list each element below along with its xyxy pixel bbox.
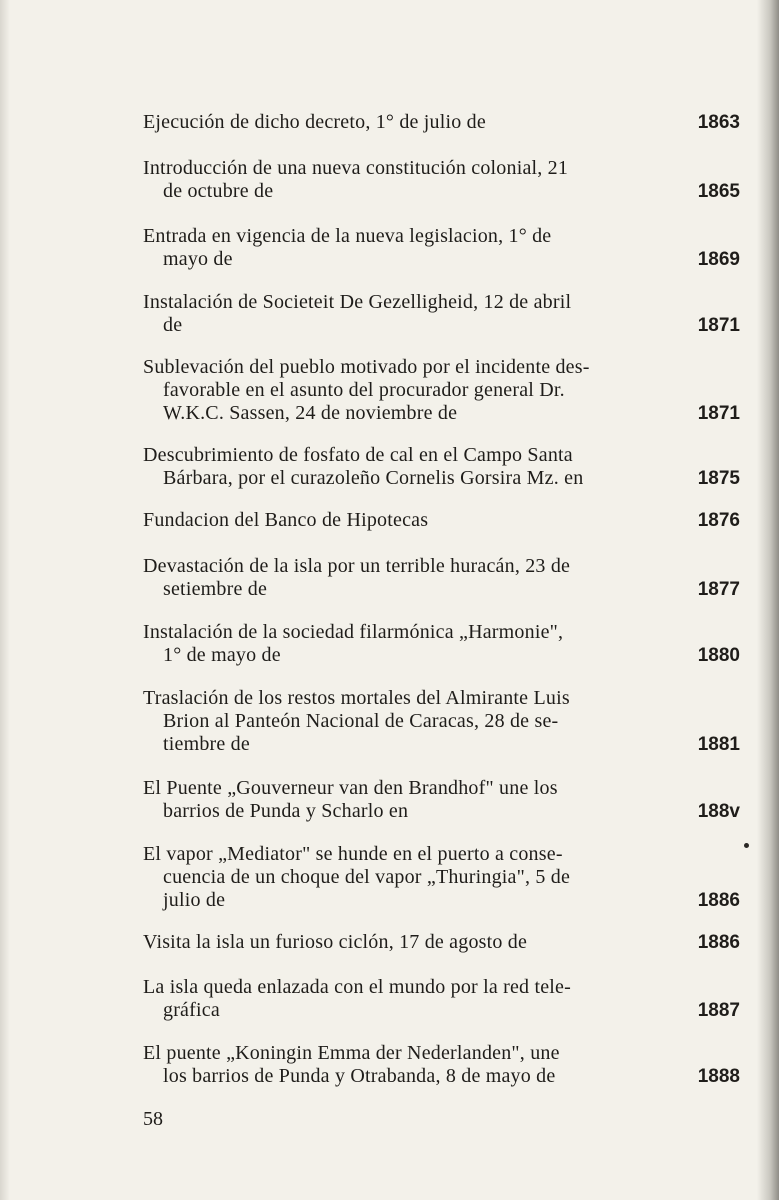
entry-text-line: Traslación de los restos mortales del Almirante Luis [143,687,570,709]
entry-text-line: El vapor „Mediator" se hunde en el puerto a conse- [143,843,563,865]
entry-year: 1865 [697,181,740,202]
entry-text-line: cuencia de un choque del vapor „Thuringia", 5 de [163,866,571,888]
entry-year: 1877 [697,579,740,600]
entry-text-line: 1° de mayo de [163,644,281,666]
entry-text-line: julio de [163,889,226,911]
page-number: 58 [143,1108,163,1130]
entry-year: 188v [697,801,740,822]
entry-text-line: los barrios de Punda y Otrabanda, 8 de mayo de [163,1065,556,1087]
entry-text-line: Descubrimiento de fosfato de cal en el Campo Santa [143,444,573,466]
entry-text-line: La isla queda enlazada con el mundo por la red tele- [143,976,571,998]
entry-text-line: Visita la isla un furioso ciclón, 17 de agosto de [143,931,528,953]
chronology-entry [143,225,665,271]
chronology-entry [143,976,665,1022]
entry-text-line: Brion al Panteón Nacional de Caracas, 28 de se- [163,710,559,732]
entry-text-line: Entrada en vigencia de la nueva legislacion, 1° de [143,225,552,247]
chronology-entry [143,157,665,203]
page-right-shadow [757,0,779,1200]
entry-text-line: Introducción de una nueva constitución colonial, 21 [143,157,569,179]
chronology-entry [143,444,665,490]
entry-text-line: de octubre de [163,180,274,202]
entry-text-line: W.K.C. Sassen, 24 de noviembre de [163,402,458,424]
entry-year: 1875 [697,468,740,489]
entry-text-line: tiembre de [163,733,250,755]
entry-year: 1863 [697,112,740,133]
entry-year: 1888 [697,1066,740,1087]
entry-text-line: El puente „Koningin Emma der Nederlanden", une [143,1042,560,1064]
entry-text-line: setiembre de [163,578,268,600]
entry-year: 1887 [697,1000,740,1021]
chronology-entry [143,621,665,667]
entry-text-line: Ejecución de dicho decreto, 1° de julio de [143,111,486,133]
entry-text-line: de [163,314,183,336]
chronology-entry [143,931,665,954]
chronology-entry [143,843,665,912]
entry-year: 1886 [697,890,740,911]
entry-text-line: favorable en el asunto del procurador general Dr. [163,379,565,401]
entry-text-line: El Puente „Gouverneur van den Brandhof" une los [143,777,558,799]
entry-text-line: Fundacion del Banco de Hipotecas [143,509,429,531]
entry-text-line: mayo de [163,248,233,270]
chronology-entry [143,555,665,601]
entry-year: 1871 [697,315,740,336]
entry-year: 1886 [697,932,740,953]
chronology-entry [143,356,665,425]
entry-text-line: Devastación de la isla por un terrible huracán, 23 de [143,555,571,577]
chronology-entry [143,687,665,756]
entry-text-line: Instalación de la sociedad filarmónica „Harmonie", [143,621,564,643]
chronology-entry [143,1042,665,1088]
chronology-entry [143,777,665,823]
entry-text-line: Instalación de Societeit De Gezelligheid, 12 de abril [143,291,572,313]
ink-speck [744,843,749,848]
entry-year: 1880 [697,645,740,666]
entry-year: 1871 [697,403,740,424]
chronology-entry [143,291,665,337]
entry-text-line: Sublevación del pueblo motivado por el incidente des- [143,356,590,378]
entry-year: 1881 [697,734,740,755]
page-left-shadow [0,0,10,1200]
chronology-entry [143,509,665,532]
entry-text-line: gráfica [163,999,220,1021]
entry-year: 1869 [697,249,740,270]
entry-text-line: barrios de Punda y Scharlo en [163,800,409,822]
chronology-entry [143,111,665,134]
entry-year: 1876 [697,510,740,531]
entry-text-line: Bárbara, por el curazoleño Cornelis Gorsira Mz. en [163,467,584,489]
